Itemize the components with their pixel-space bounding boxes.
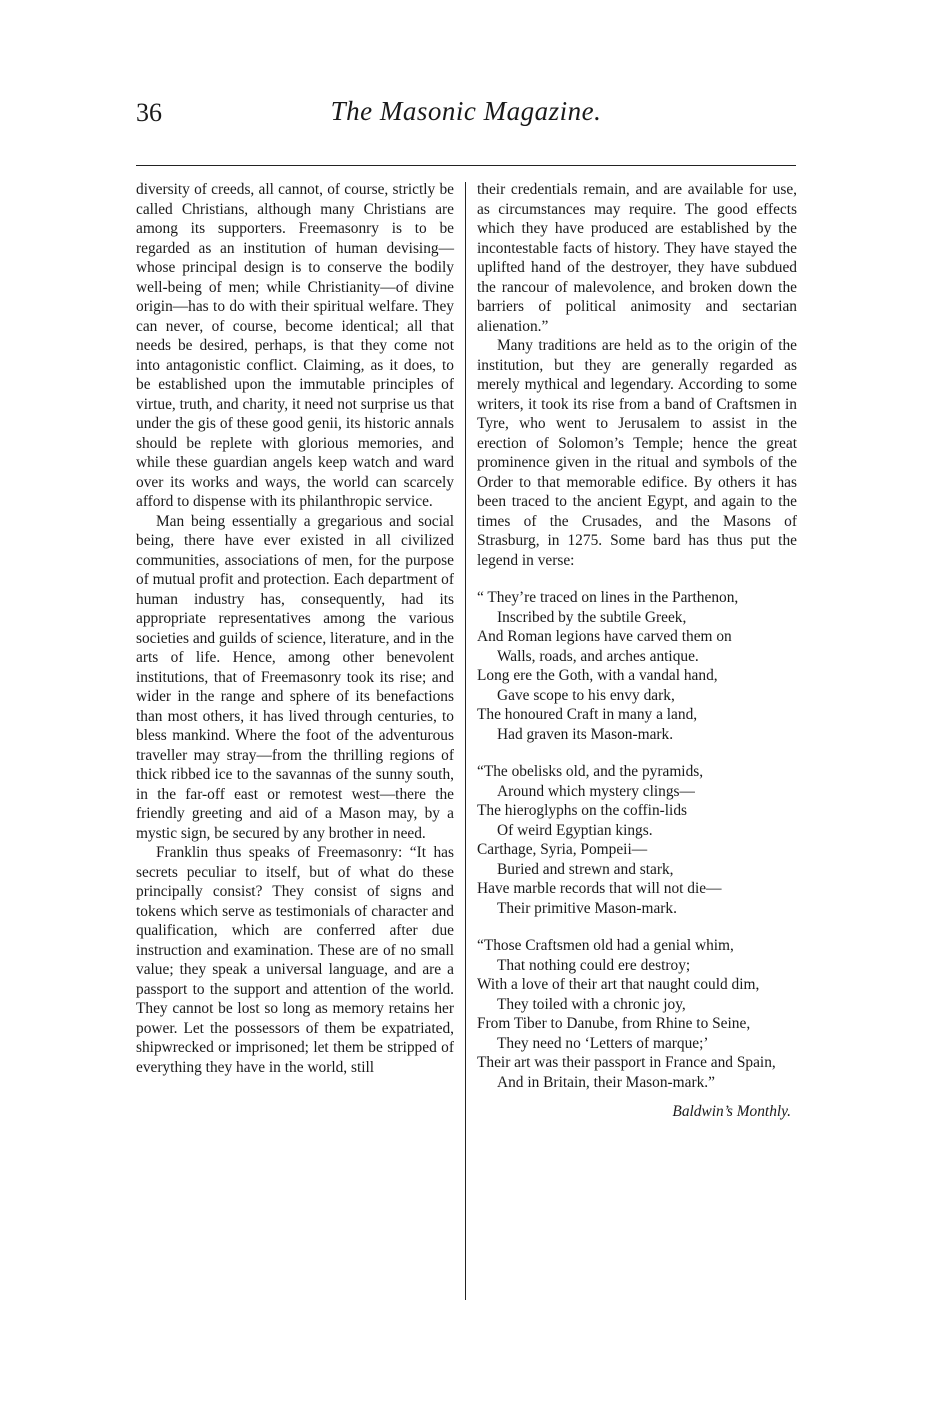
header-rule	[136, 165, 796, 166]
verse-line: Have marble records that will not die—	[477, 880, 722, 897]
verse-line: “ They’re traced on lines in the Parthenon,	[477, 589, 739, 606]
verse-line: With a love of their art that naught could dim,	[477, 976, 760, 993]
verse-line: Of weird Egyptian kings.	[497, 821, 653, 839]
verse-line: They need no ‘Letters of marque;’	[497, 1034, 709, 1052]
right-column	[477, 180, 797, 1122]
paragraph: diversity of creeds, all cannot, of course, strictly be called Christians, although many Christians are among its supporters. Freemasonry is to be regarded as an institution of human devising—whose principal design is to conserve the bodily well-being of men; while Christianity—of divine origin—has to do with their spiritual welfare. They can never, of course, become identical; all that needs be desired, perhaps, is that they come not into antagonistic conflict. Claiming, as it does, to be established upon the immutable principles of virtue, truth, and charity, it need not surprise us that under the gis of these good genii, its historic annals should be replete with glorious memories, and while these guardian angels keep watch and ward over its works and ways, the world can scarcely afford to dispense with its philanthropic service.	[136, 181, 454, 510]
verse-line: Around which mystery clings—	[497, 782, 695, 800]
verse-line: The hieroglyphs on the coffin-lids	[477, 802, 688, 819]
verse-line: That nothing could ere destroy;	[497, 956, 691, 974]
verse-line: Had graven its Mason-mark.	[497, 725, 674, 743]
verse-line: Buried and strewn and stark,	[497, 860, 674, 878]
verse-stanza	[477, 588, 797, 744]
verse-line: Carthage, Syria, Pompeii—	[477, 841, 648, 858]
verse-line: Walls, roads, and arches antique.	[497, 647, 699, 665]
verse-line: Gave scope to his envy dark,	[497, 686, 675, 704]
verse-line: Long ere the Goth, with a vandal hand,	[477, 667, 718, 684]
attribution: Baldwin’s Monthly.	[672, 1103, 791, 1120]
paragraph: Man being essentially a gregarious and social being, there have ever existed in all civilized communities, associations of men, for the purpose of mutual profit and protection. Each department of human industry has, consequently, had its appropriate representatives among the various societies and guilds of science, literature, and in the arts of life. Hence, among other benevolent institutions, that of Freemasonry took its rise; and wider in the range and sphere of its benefactions than most others, it has lived through centuries, to bless mankind. Where the foot of the adventurous traveller may stray—from the thrilling regions of thick ribbed ice to the savannas of the sunny south, in the far-off east or remotest west—there the friendly greeting and aid of a Mason may, by a mystic sign, be secured by any brother in need.	[136, 512, 454, 842]
verse-line: “The obelisks old, and the pyramids,	[477, 763, 704, 780]
running-title: The Masonic Magazine.	[330, 96, 602, 126]
verse-stanza	[477, 936, 797, 1092]
column-divider	[465, 182, 466, 1300]
paragraph: their credentials remain, and are available for use, as circumstances may require. The good effects which they have produced are established by the incontestable facts of history. They have stayed the uplifted hand of the destroyer, they have subdued the rancour of malevolence, and broken down the barriers of political animosity and sectarian alienation.”	[477, 181, 797, 335]
verse-line: From Tiber to Danube, from Rhine to Seine,	[477, 1015, 751, 1032]
verse-line: Their primitive Mason-mark.	[497, 899, 677, 917]
verse-stanza	[477, 762, 797, 918]
page-number: 36	[136, 98, 162, 127]
paragraph: Many traditions are held as to the origin of the institution, but they are generally regarded as merely mythical and legendary. According to some writers, it took its rise from a band of Craftsmen in Tyre, who went to Jerusalem to assist in the erection of Solomon’s Temple; hence the great prominence given in the ritual and symbols of the Order to that memorable edifice. By others it has been traced to the ancient Egypt, and again to the times of the Crusades, and the Masons of Strasburg, in 1275. Some bard has thus put the legend in verse:	[477, 337, 797, 569]
verse-line: And in Britain, their Mason-mark.”	[497, 1073, 715, 1091]
verse-line: “Those Craftsmen old had a genial whim,	[477, 937, 734, 954]
left-column	[136, 180, 454, 1077]
paragraph: Franklin thus speaks of Freemasonry: “It has secrets peculiar to itself, but of what do these principally consist? They consist of signs and tokens which serve as testimonials of character and qualification, which are conferred after due instruction and examination. These are of no small value; they speak a universal language, and are a passport to the support and attention of the world. They cannot be lost so long as memory retains her power. Let the possessors of them be expatriated, shipwrecked or imprisoned; let them be stripped of everything they have in the world, still	[136, 844, 454, 1076]
verse-line: They toiled with a chronic joy,	[497, 995, 686, 1013]
verse-line: The honoured Craft in many a land,	[477, 706, 698, 723]
verse-line: And Roman legions have carved them on	[477, 628, 732, 645]
verse-line: Inscribed by the subtile Greek,	[497, 608, 687, 626]
verse-line: Their art was their passport in France and Spain,	[477, 1054, 776, 1071]
page-header	[136, 96, 796, 136]
